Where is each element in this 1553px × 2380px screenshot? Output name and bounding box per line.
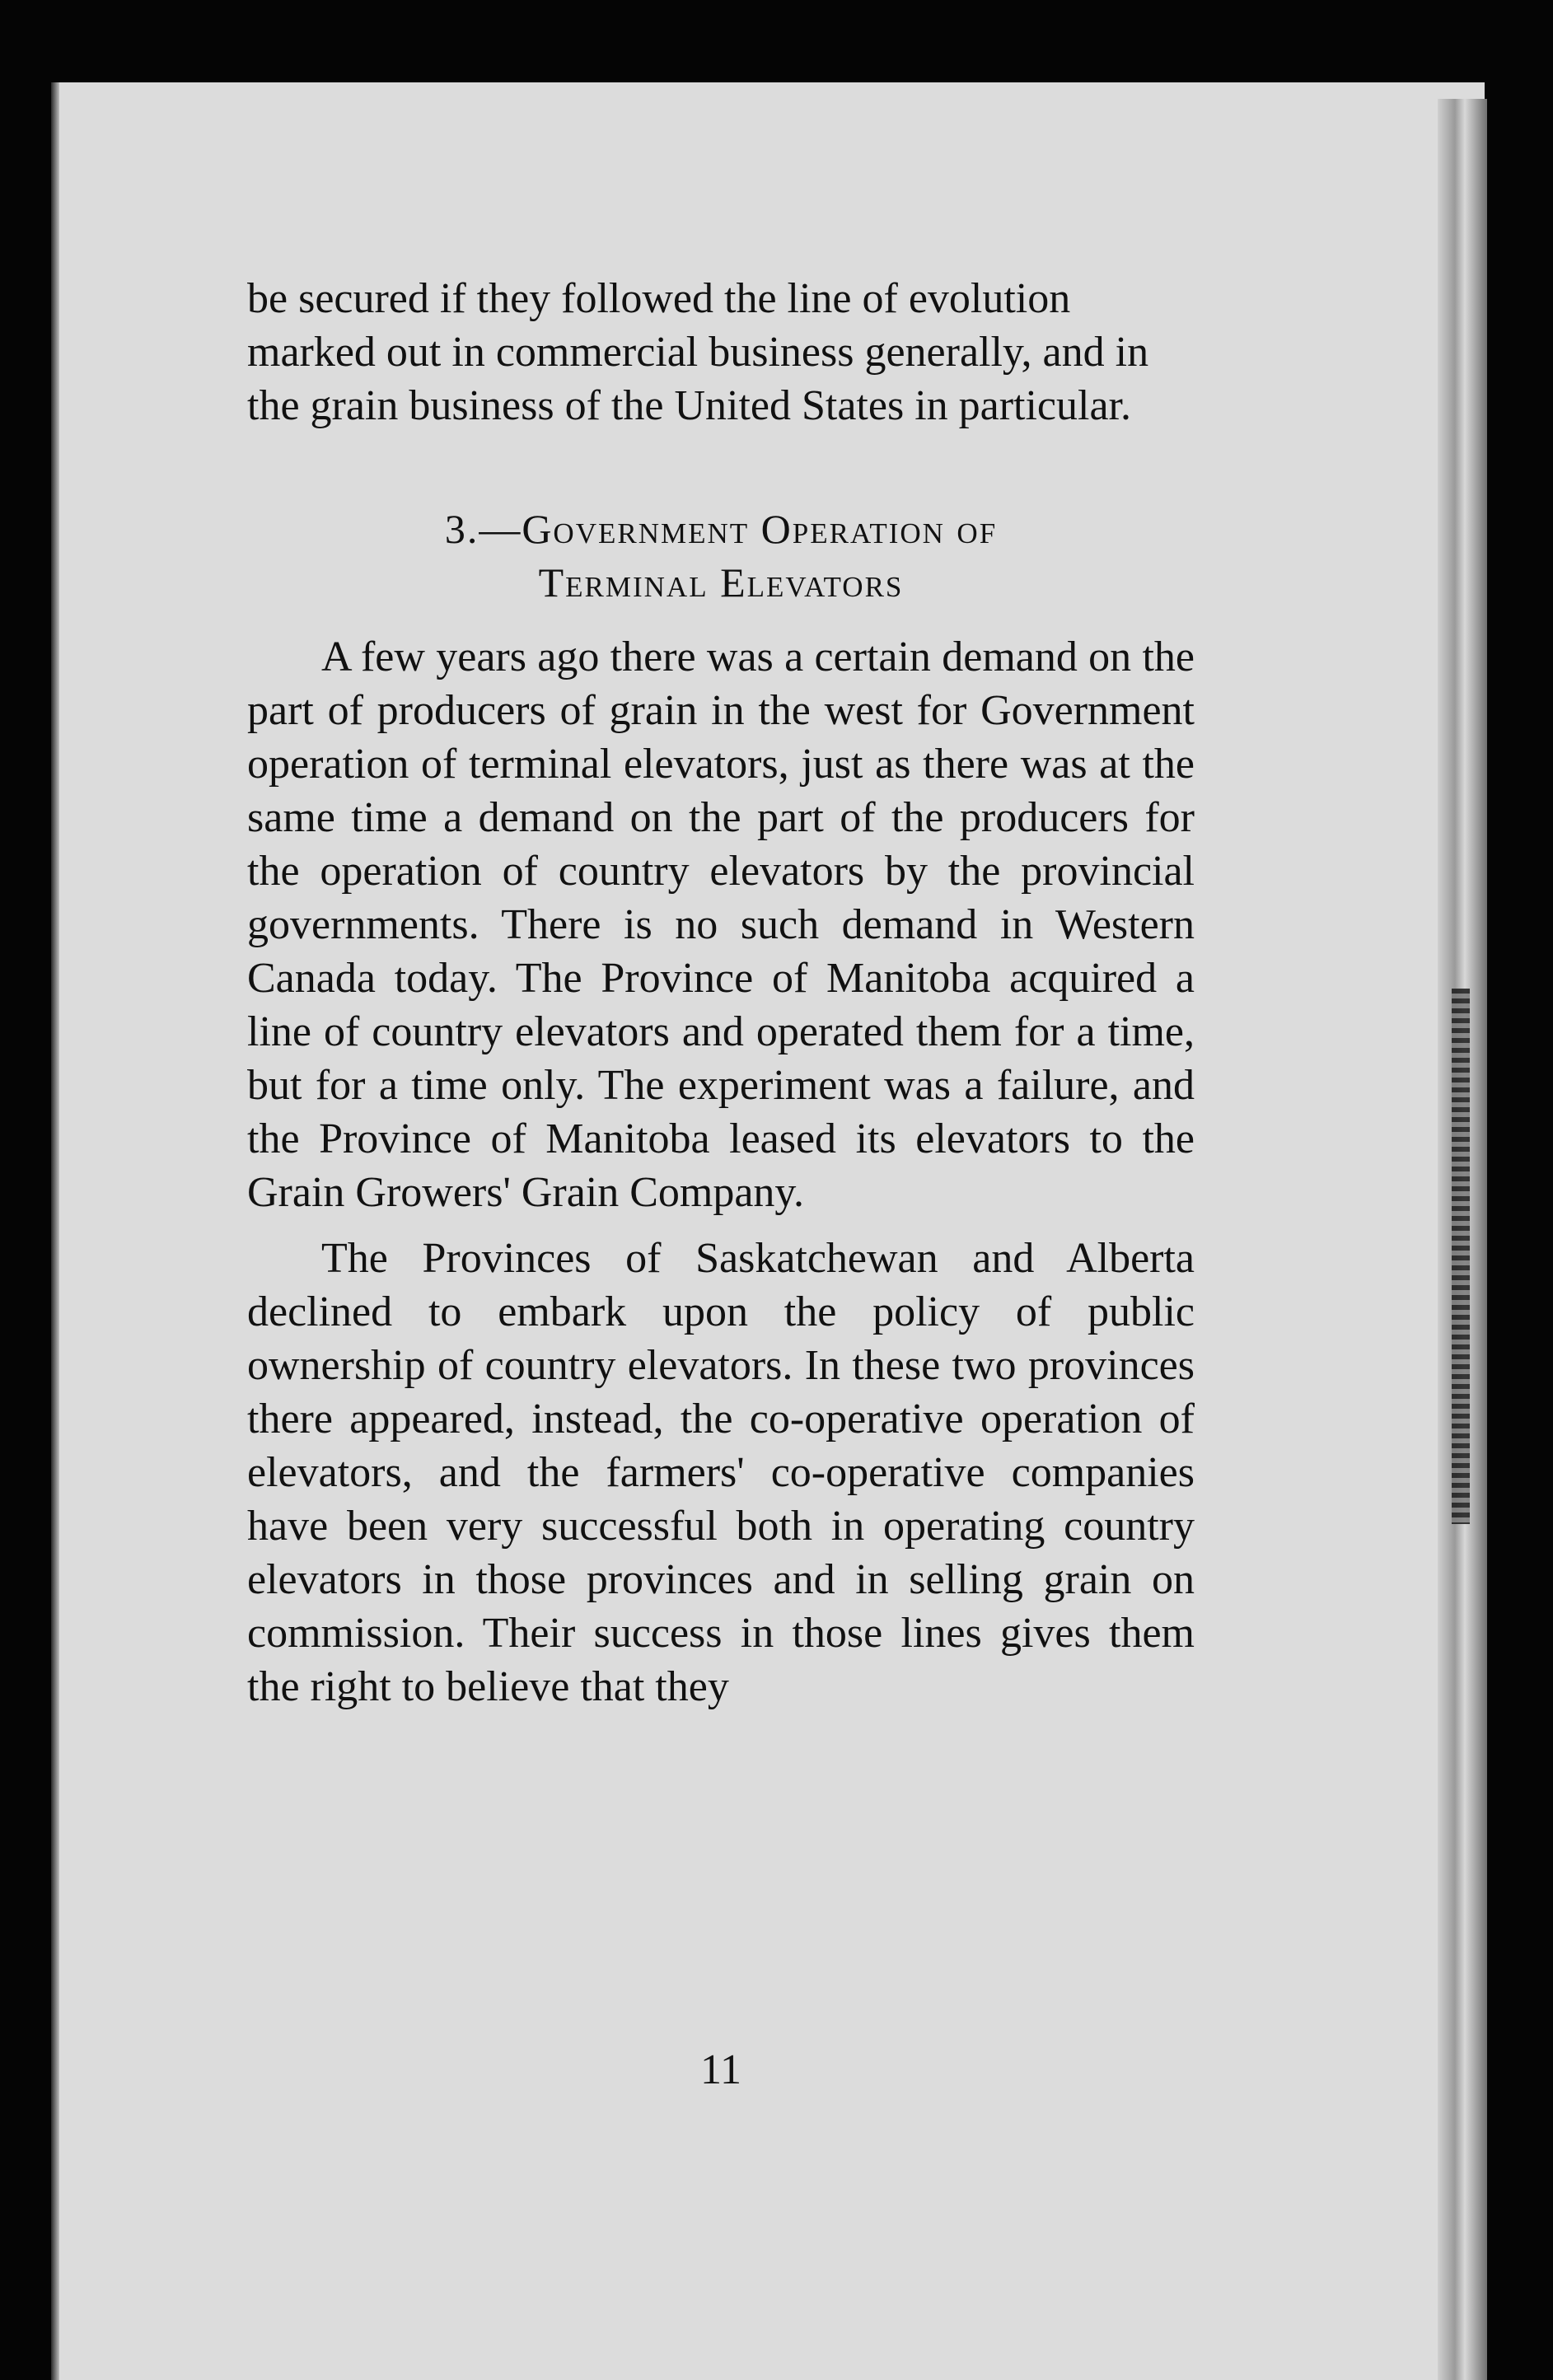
continuation-paragraph: be secured if they followed the line of evolution marked out in commercial business generally, and in the grain business of the United States in particular. (247, 275, 1149, 429)
binding-stitch-marks (1452, 989, 1470, 1524)
body-text (247, 272, 1195, 1714)
section-heading-line-2: Terminal Elevators (538, 559, 904, 606)
page-number: 11 (699, 2046, 742, 2093)
section-heading (247, 503, 1195, 610)
section-heading-line-1: 3.—Government Operation of (444, 506, 998, 552)
paragraph-gap (247, 1219, 1195, 1232)
paragraph-1: A few years ago there was a certain demand on the part of producers of grain in the west for Government operation of terminal elevators, just as there was at the same time a demand on the part of the producers for the operation of country elevators by the provincial governments. There is no such demand in Western Canada today. The Province of Manitoba acquired a line of country elevators and operated them for a time, but for a time only. The experiment was a failure, and the Province of Manitoba leased its elevators to the Grain Growers' Grain Company. (247, 634, 1195, 1216)
paragraph-2: The Provinces of Saskatchewan and Alberta declined to embark upon the policy of public ownership of country elevators. In these two provinces there appeared, instead, the co-operative operation of elevators, and the farmers' co-operative companies have been very successful both in operating country elevators in those provinces and in selling grain on commission. Their success in those lines gives them the right to believe that they (247, 1235, 1195, 1710)
page-left-edge (51, 82, 59, 2380)
